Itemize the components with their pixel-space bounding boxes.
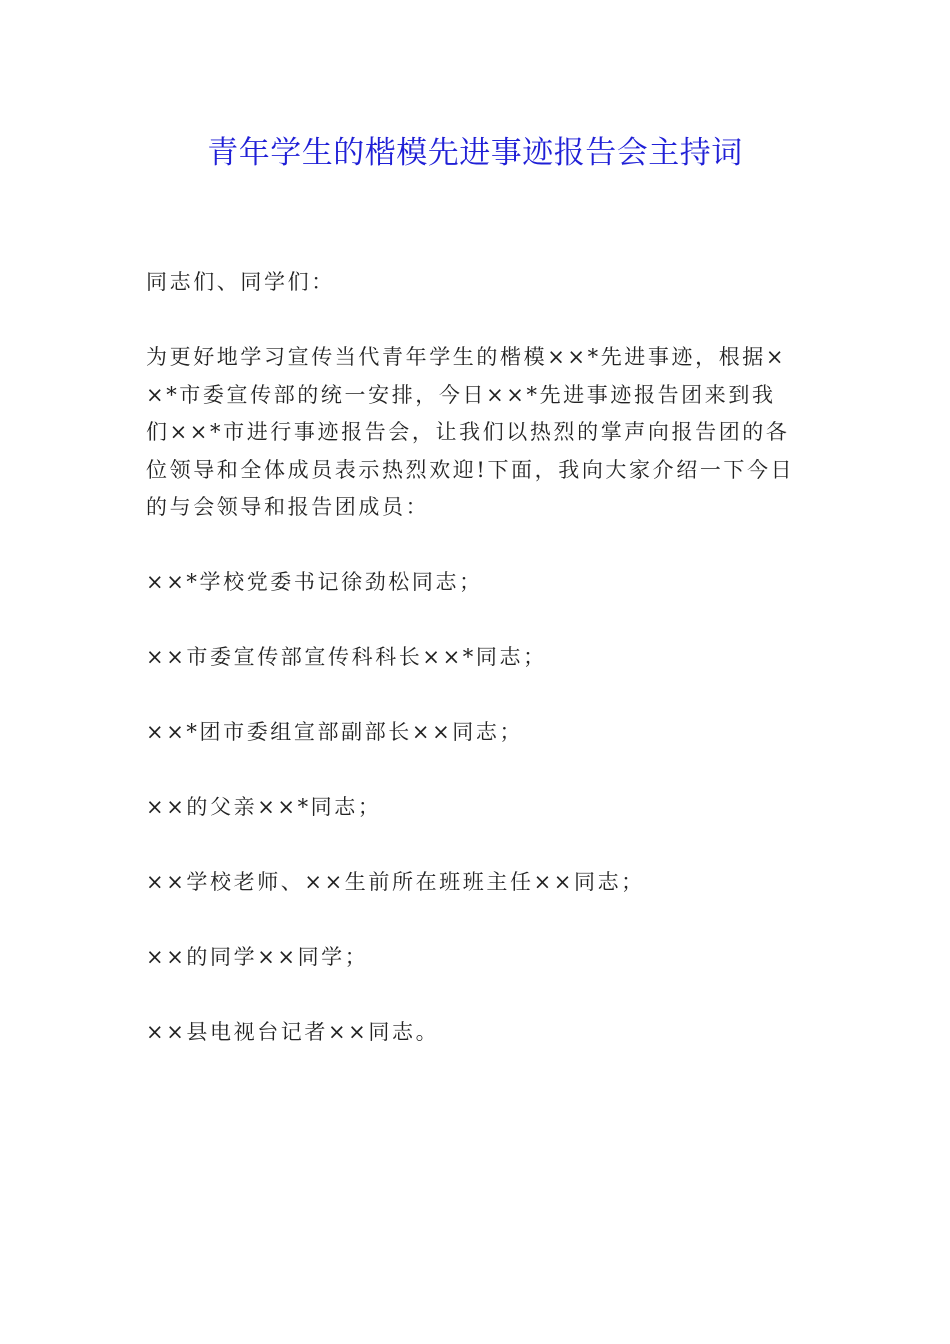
paragraph-gap bbox=[146, 677, 810, 715]
paragraph-gap bbox=[146, 752, 810, 790]
member-item bbox=[146, 639, 810, 677]
member-item bbox=[146, 939, 810, 977]
member-line: ××*团市委组宣部副部长××同志； bbox=[146, 720, 524, 744]
member-line: ××的父亲××*同志； bbox=[146, 795, 382, 819]
member-line: ××县电视台记者××同志。 bbox=[146, 1020, 440, 1044]
intro-line: 的与会领导和报告团成员： bbox=[146, 495, 430, 519]
member-item bbox=[146, 564, 810, 602]
intro-line: 位领导和全体成员表示热烈欢迎!下面，我向大家介绍一下今日 bbox=[146, 457, 795, 482]
salutation-line: 同志们、同学们： bbox=[146, 270, 335, 294]
member-item bbox=[146, 789, 810, 827]
member-line: ××学校老师、××生前所在班班主任××同志； bbox=[146, 870, 645, 894]
member-item bbox=[146, 864, 810, 902]
paragraph-gap bbox=[146, 602, 810, 640]
salutation bbox=[146, 264, 810, 302]
member-line: ××的同学××同学； bbox=[146, 945, 369, 969]
member-line: ××*学校党委书记徐劲松同志； bbox=[146, 570, 483, 594]
paragraph-gap bbox=[146, 302, 810, 340]
paragraph-gap bbox=[146, 977, 810, 1015]
document-title: 青年学生的楷模先进事迹报告会主持词 bbox=[207, 135, 743, 171]
intro-line: 为更好地学习宣传当代青年学生的楷模××*先进事迹，根据× bbox=[146, 345, 787, 369]
intro-paragraph bbox=[146, 339, 810, 527]
member-item bbox=[146, 1014, 810, 1052]
paragraph-gap bbox=[146, 527, 810, 565]
member-line: ××市委宣传部宣传科科长××*同志； bbox=[146, 645, 547, 669]
member-item bbox=[146, 714, 810, 752]
intro-line: ×*市委宣传部的统一安排，今日××*先进事迹报告团来到我 bbox=[146, 382, 776, 407]
paragraph-gap bbox=[146, 902, 810, 940]
intro-line: 们××*市进行事迹报告会，让我们以热烈的掌声向报告团的各 bbox=[146, 420, 790, 444]
document-body bbox=[146, 264, 810, 1052]
paragraph-gap bbox=[146, 827, 810, 865]
